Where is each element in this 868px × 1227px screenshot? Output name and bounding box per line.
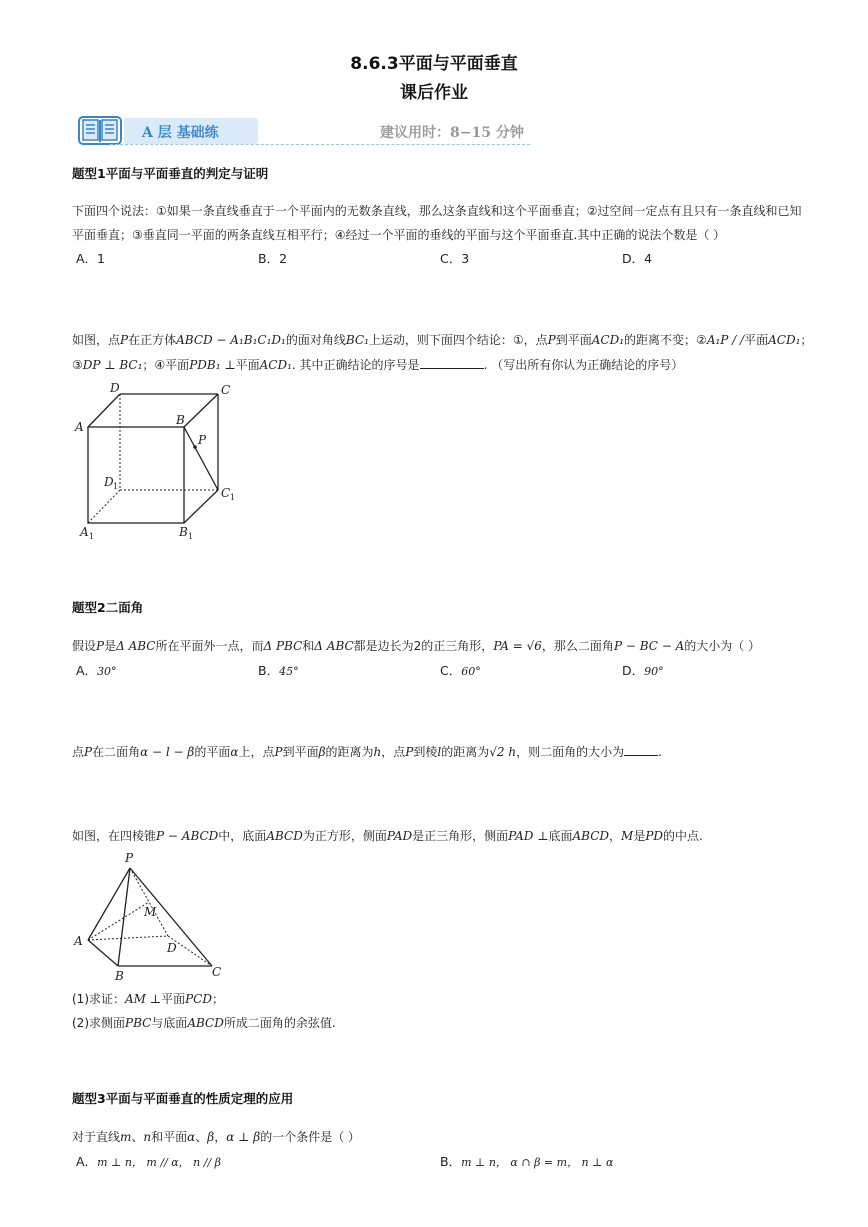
cube-label-d: D	[110, 381, 120, 395]
option-value: 45°	[279, 665, 299, 678]
question-5-part-2	[72, 1013, 336, 1033]
q2-math: P	[547, 333, 556, 347]
q6-text: 的一个条件是（ ）	[260, 1130, 361, 1144]
question-3-stem	[72, 636, 760, 656]
q3-text: 是	[104, 639, 117, 653]
q2-text: 的面对角线	[285, 333, 346, 347]
q2-text: ；	[800, 333, 813, 347]
section-heading-3: 题型3平面与平面垂直的性质定理的应用	[72, 1091, 294, 1106]
q3-math: Δ ABC	[116, 639, 156, 653]
cube-sub-c1: 1	[230, 493, 236, 502]
q5-text: 为正方形，侧面	[302, 829, 387, 843]
option-label: B．	[258, 663, 280, 678]
q5-text: 如图，在四棱锥	[72, 829, 157, 843]
q5-text: 与底面	[151, 1016, 188, 1030]
q2-text: 平面	[235, 358, 260, 372]
q6-text: 、	[195, 1130, 208, 1144]
option-value: 90°	[644, 665, 664, 678]
section-heading-2: 题型2二面角	[72, 600, 144, 615]
q5-math: PBC	[125, 1016, 152, 1030]
q6-math: m	[120, 1130, 132, 1144]
q5-text: ；	[211, 992, 224, 1006]
option-value: m ⊥ n， α ∩ β = m， n ⊥ α	[461, 1156, 614, 1169]
cube-label-p: P	[198, 433, 207, 447]
q4-math: P	[84, 745, 93, 759]
q4-math: α	[230, 745, 239, 759]
pyramid-label-d: D	[167, 941, 177, 955]
option-label: C．	[440, 663, 462, 678]
q4-math: P	[274, 745, 283, 759]
question-3-option-c[interactable]	[440, 661, 481, 679]
q5-text: ，	[609, 829, 622, 843]
q6-text: ，	[214, 1130, 227, 1144]
q2-math: BC₁	[345, 333, 369, 347]
q3-text: 的大小为（ ）	[684, 639, 761, 653]
question-5-part-1	[72, 989, 224, 1009]
option-label: B．	[440, 1154, 462, 1169]
q2-math: P	[120, 333, 129, 347]
q2-math: ACD₁	[259, 358, 292, 372]
cube-sub-d1: 1	[113, 482, 119, 491]
q6-math: n	[143, 1130, 152, 1144]
q4-math: β	[318, 745, 326, 759]
q3-math: PA = √6	[493, 639, 542, 653]
q4-math: l	[437, 745, 442, 759]
q5-math: PAD ⊥	[508, 829, 549, 843]
q5-math: M	[621, 829, 634, 843]
q3-math: P − BC − A	[613, 639, 685, 653]
option-value: 60°	[461, 665, 481, 678]
q2-math: ACD₁	[591, 333, 625, 347]
page-subtitle: 课后作业	[400, 83, 468, 103]
q4-math: P	[405, 745, 414, 759]
q5-math: PCD	[185, 992, 212, 1006]
q2-text: 如图，点	[72, 333, 121, 347]
q5-math: P − ABCD	[156, 829, 219, 843]
cube-label-c1: C	[221, 486, 231, 500]
suggested-time: 建议用时：8−15 分钟	[380, 125, 524, 141]
answer-blank[interactable]	[420, 356, 484, 369]
q4-text: 点	[72, 745, 85, 759]
question-6-stem	[72, 1127, 360, 1147]
q4-text: 到棱	[413, 745, 438, 759]
option-label: D．	[622, 663, 645, 678]
q5-math: ABCD	[266, 829, 303, 843]
section-heading-1: 题型1平面与平面垂直的判定与证明	[72, 166, 269, 181]
pyramid-label-p: P	[125, 851, 134, 865]
q3-text: 假设	[72, 639, 97, 653]
question-1-option-a[interactable]: A．1	[76, 251, 106, 266]
q2-text: 平面	[744, 333, 769, 347]
page-title: 8.6.3平面与平面垂直	[350, 54, 518, 74]
q2-text: 在正方体	[128, 333, 177, 347]
q5-math: PD	[645, 829, 664, 843]
q4-math: √2 h	[489, 745, 517, 759]
q5-math: AM ⊥	[125, 992, 162, 1006]
book-icon	[78, 114, 122, 146]
q4-text: .	[658, 745, 662, 759]
q4-text: 上，点	[238, 745, 275, 759]
q5-text: 平面	[161, 992, 186, 1006]
q5-text: 是正三角形，侧面	[412, 829, 509, 843]
q5-text: (2)求侧面	[72, 1016, 125, 1030]
question-5-stem	[72, 826, 703, 846]
cube-sub-a1: 1	[89, 532, 95, 541]
answer-blank[interactable]	[624, 743, 658, 756]
q4-text: 在二面角	[92, 745, 141, 759]
q3-text: ，那么二面角	[541, 639, 614, 653]
q5-text: 中，底面	[218, 829, 267, 843]
q2-text: . （写出所有你认为正确结论的序号）	[483, 358, 684, 372]
q3-math: P	[96, 639, 105, 653]
q3-text: 都是边长为2的正三角形，	[353, 639, 494, 653]
q5-text: (1)求证：	[72, 992, 125, 1006]
level-tag-label: A 层 基础练	[142, 125, 219, 141]
q5-math: PAD	[386, 829, 413, 843]
q3-math: Δ ABC	[314, 639, 354, 653]
q2-math: ACD₁	[768, 333, 801, 347]
q4-text: 的距离为	[325, 745, 374, 759]
q5-text: 的中点.	[663, 829, 703, 843]
question-1-line-1: 下面四个说法：①如果一条直线垂直于一个平面内的无数条直线，那么这条直线和这个平面垂直；②过空间一定点有且只有一条直线和已知	[72, 204, 802, 218]
cube-label-b1: B	[179, 525, 188, 539]
q4-math: h	[373, 745, 382, 759]
q4-text: 到平面	[282, 745, 319, 759]
question-3-option-d[interactable]	[622, 661, 664, 679]
q2-math: PDB₁ ⊥	[189, 358, 236, 372]
question-6-option-a[interactable]	[76, 1152, 221, 1170]
q3-math: Δ PBC	[263, 639, 303, 653]
q4-math: α − l − β	[140, 745, 195, 759]
question-1-option-d[interactable]: D．4	[622, 251, 653, 266]
option-label: A．	[76, 1154, 98, 1169]
cube-label-a1: A	[80, 525, 89, 539]
q2-text: . 其中正确结论的序号是	[291, 358, 420, 372]
cube-label-a: A	[75, 420, 84, 434]
q6-text: 和平面	[151, 1130, 188, 1144]
option-label: A．	[76, 663, 98, 678]
q2-text: ③	[72, 358, 83, 372]
q3-text: 所在平面外一点，而	[155, 639, 264, 653]
cube-label-b: B	[176, 413, 185, 427]
q6-math: α	[187, 1130, 196, 1144]
pyramid-label-b: B	[115, 969, 124, 983]
q6-math: β	[207, 1130, 215, 1144]
pyramid-label-m: M	[144, 905, 157, 919]
question-1-option-b[interactable]: B．2	[258, 251, 288, 266]
cube-figure	[70, 378, 250, 548]
q2-text: ；④平面	[142, 358, 190, 372]
banner-divider	[110, 144, 530, 145]
level-tag	[124, 118, 258, 144]
pyramid-label-a: A	[74, 934, 83, 948]
q4-text: 的平面	[194, 745, 231, 759]
q4-text: ，点	[381, 745, 406, 759]
question-1-option-c[interactable]: C．3	[440, 251, 470, 266]
option-value: 30°	[97, 665, 117, 678]
q6-text: 、	[131, 1130, 144, 1144]
q4-text: 的距离为	[441, 745, 490, 759]
q5-text: 所成二面角的余弦值.	[223, 1016, 336, 1030]
option-value: m ⊥ n， m // α， n // β	[97, 1156, 222, 1169]
q2-text: 的距离不变；②	[624, 333, 707, 347]
q5-text: 是	[633, 829, 646, 843]
q2-text: 上运动，则下面四个结论：①，点	[368, 333, 548, 347]
question-1-line-2: 平面垂直；③垂直同一平面的两条直线互相平行；④经过一个平面的垂线的平面与这个平面垂直.其中正确的说法个数是（ ）	[72, 228, 726, 242]
q2-text: 到平面	[555, 333, 592, 347]
pyramid-label-c: C	[212, 965, 222, 979]
question-4-stem	[72, 742, 662, 762]
q2-math: A₁P / /	[706, 333, 745, 347]
question-2-line-1	[72, 330, 812, 350]
pyramid-figure	[70, 848, 235, 986]
q6-text: 对于直线	[72, 1130, 121, 1144]
question-2-line-2	[72, 355, 683, 375]
q2-math: DP ⊥ BC₁	[82, 358, 143, 372]
cube-label-d1: D	[104, 475, 114, 489]
q5-text: 底面	[548, 829, 573, 843]
question-3-option-a[interactable]	[76, 661, 117, 679]
cube-label-c: C	[221, 383, 231, 397]
q5-math: ABCD	[187, 1016, 224, 1030]
cube-sub-b1: 1	[188, 532, 194, 541]
q5-math: ABCD	[572, 829, 610, 843]
question-6-option-b[interactable]	[440, 1152, 613, 1170]
question-3-option-b[interactable]	[258, 661, 299, 679]
q2-math: ABCD − A₁B₁C₁D₁	[176, 333, 286, 347]
q4-text: ，则二面角的大小为	[516, 745, 625, 759]
q3-text: 和	[302, 639, 315, 653]
q6-math: α ⊥ β	[226, 1130, 261, 1144]
